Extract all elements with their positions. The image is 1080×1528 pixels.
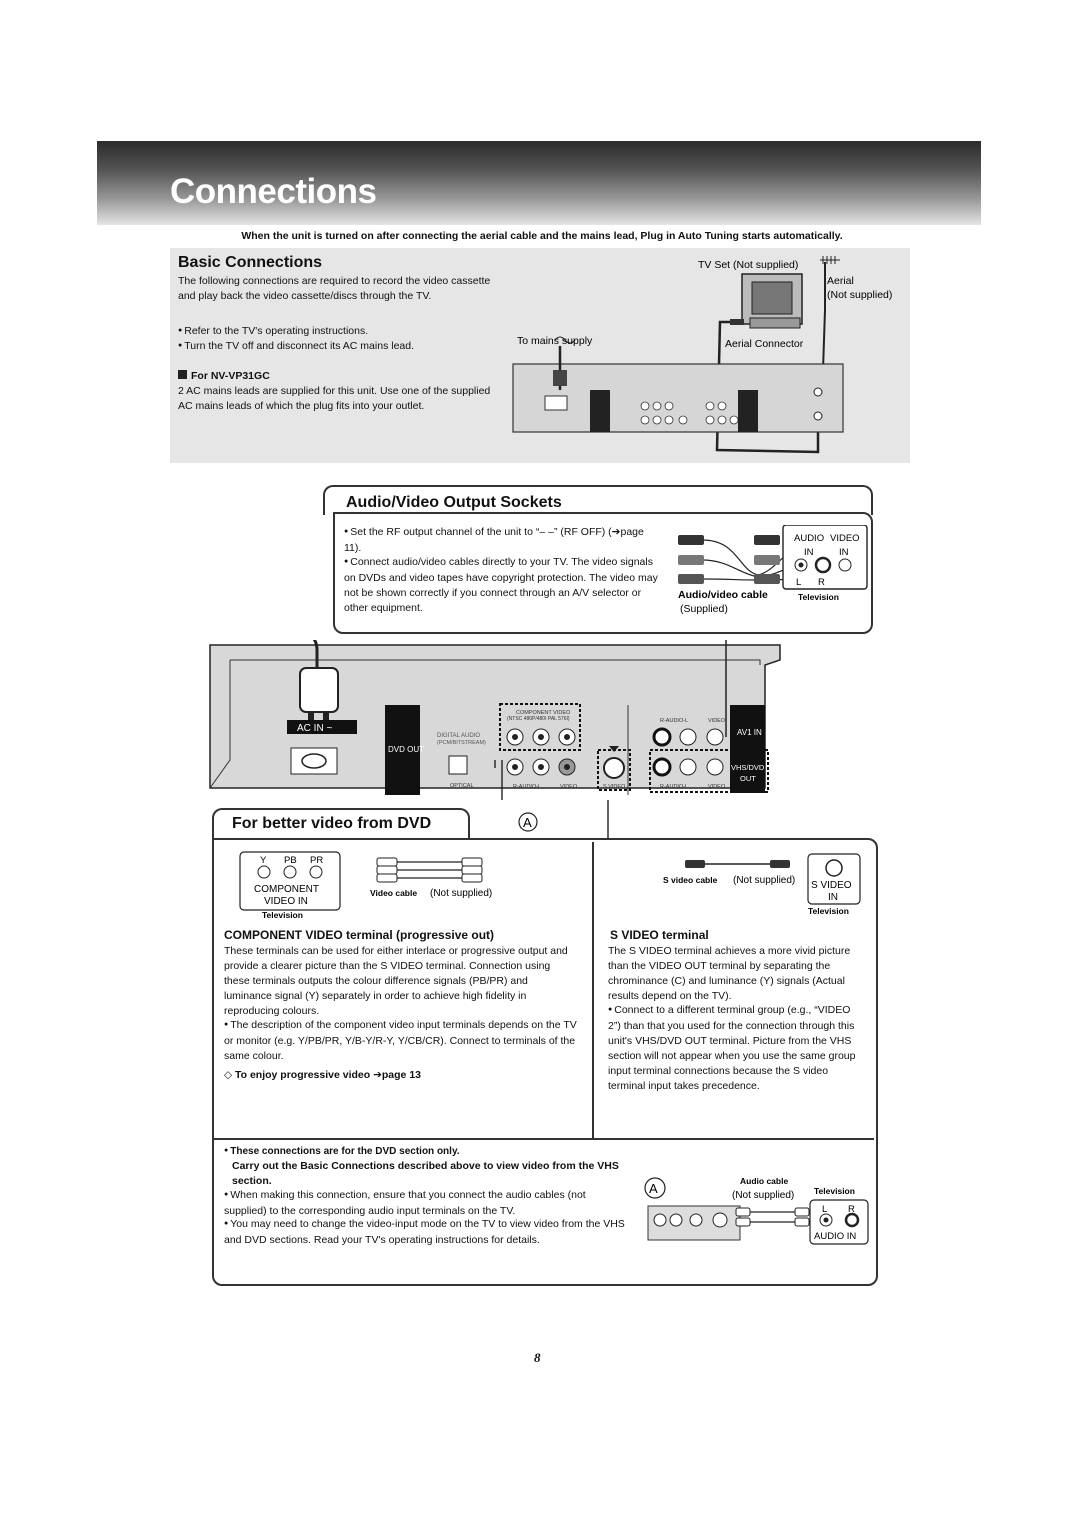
- audio-cable-diagram: [640, 1172, 872, 1252]
- basic-bullet-1: ● Refer to the TV's operating instructions.: [178, 324, 498, 340]
- row-divider: [214, 1138, 874, 1140]
- foot-bullet-2: ● When making this connection, ensure that you connect the audio cables (not supplied) to the corresponding audio input terminals on the TV.: [224, 1188, 624, 1219]
- audio-cable-note: (Not supplied): [732, 1190, 795, 1201]
- marker-a-top: A: [523, 815, 532, 830]
- s-video-label-deck: S VIDEO: [603, 784, 626, 790]
- comp-text: These terminals can be used for either interlace or progressive output and provide a clearer picture than the S VIDEO terminal. Connection using these terminals outputs the colour difference signals (PB/PR) and luminance signal (Y) separately in order to achieve high fidelity in reproducing colours.: [224, 945, 568, 1017]
- out-label: OUT: [740, 774, 756, 783]
- ac-in-label: AC IN ~: [297, 723, 333, 734]
- audio-l-label: L: [822, 1204, 828, 1215]
- video-cable-note: (Not supplied): [430, 888, 493, 899]
- s-cable-note: (Not supplied): [733, 875, 796, 886]
- vhs-dvd-label: VHS/DVD: [731, 763, 765, 772]
- tv-audio-label: AUDIO: [794, 533, 825, 544]
- tv-r-label: R: [818, 577, 825, 588]
- r-audio-l-label-dvd: R-AUDIO-L: [513, 784, 542, 790]
- tv-set-label: TV Set (Not supplied): [698, 259, 799, 271]
- model-label: For NV-VP31GC: [191, 370, 270, 382]
- s-television: Television: [808, 906, 849, 916]
- tv-l-label: L: [796, 577, 802, 588]
- video-label-av1: VIDEO: [708, 718, 726, 724]
- optical-label: OPTICAL: [450, 783, 474, 789]
- video-label-dvd: VIDEO: [560, 784, 578, 790]
- s-tv-label1: S VIDEO: [811, 880, 852, 891]
- audio-cable-label: Audio cable: [740, 1176, 789, 1186]
- component-cable-diagram: [222, 848, 512, 923]
- comp-ref-row: [224, 1068, 421, 1083]
- av-cable-label: Audio/video cable: [678, 589, 768, 601]
- diamond-icon: ◇: [224, 1069, 233, 1081]
- r-audio-l-label-av1: R-AUDIO-L: [660, 718, 689, 724]
- av1-in-label: AV1 IN: [737, 728, 762, 737]
- aerial-note: (Not supplied): [827, 289, 893, 301]
- r-audio-l-label-out: R-AUDIO-L: [660, 784, 689, 790]
- comp-pb-label: PB: [284, 855, 297, 866]
- basic-bullet-2: ● Turn the TV off and disconnect its AC mains lead.: [178, 339, 498, 355]
- component-sub-label: (NTSC 480P/480I PAL 576I): [507, 716, 570, 722]
- tv-video-label: VIDEO: [830, 533, 860, 544]
- comp-pr-label: PR: [310, 855, 324, 866]
- mains-label: To mains supply: [517, 335, 593, 347]
- s-video-cable-diagram: [600, 852, 870, 922]
- foot-bullet-1b: Carry out the Basic Connections described above to view video from the VHS section.: [232, 1160, 619, 1187]
- digital-audio-label: DIGITAL AUDIO: [437, 733, 481, 739]
- basic-connections-title: Basic Connections: [178, 254, 323, 271]
- basic-connections-text: The following connections are required to record the video cassette and play back the video cassette/discs through the TV.: [178, 275, 491, 302]
- column-divider: [592, 842, 594, 1138]
- av-bullet-1: ● Set the RF output channel of the unit to “– –” (RF OFF) (➔page 11).: [344, 525, 654, 556]
- video-cable-label: Video cable: [370, 888, 418, 898]
- s-text: The S VIDEO terminal achieves a more vivid picture than the VIDEO OUT terminal by separating the chrominance (C) and luminance (Y) signals (Actual results depend on the TV).: [608, 945, 851, 1002]
- comp-bullet: ● The description of the component video input terminals depends on the TV or monitor (e.g. Y/PB/PR, Y/B-Y/R-Y, Y/CB/CR). Connect to terminals of the same colour.: [224, 1018, 584, 1064]
- comp-heading: COMPONENT VIDEO terminal (progressive out): [224, 928, 495, 942]
- av-television-label: Television: [798, 592, 839, 602]
- comp-tv-label1: COMPONENT: [254, 884, 319, 895]
- s-heading: S VIDEO terminal: [610, 928, 709, 942]
- video-label-out: VIDEO: [708, 784, 726, 790]
- tv-in-label-1: IN: [804, 547, 814, 558]
- better-title: For better video from DVD: [232, 815, 432, 832]
- intro-text: When the unit is turned on after connecting the aerial cable and the mains lead, Plug in Auto Tuning starts automatically.: [241, 230, 843, 242]
- comp-tv-label2: VIDEO IN: [264, 896, 308, 907]
- tv-in-label-2: IN: [839, 547, 849, 558]
- aerial-connector-label: Aerial Connector: [725, 338, 804, 350]
- foot-bullet-3: ● You may need to change the video-input mode on the TV to view video from the VHS and DVD sections. Read your TV's operating instructions for details.: [224, 1217, 628, 1248]
- ac-plug-icon: [300, 668, 338, 712]
- av-bullet-2: ● Connect audio/video cables directly to your TV. The video signals on DVDs and video tapes have copyright protection. The video may not be shown correctly if you connect through an A/V selector or other equipment.: [344, 555, 660, 616]
- s-bullet: ● Connect to a different terminal group (e.g., “VIDEO 2”) than that you used for the connection through this unit's VHS/DVD OUT terminal. Picture from the VHS section will not appear when you use the same group input terminal connections because the S video terminal input takes precedence.: [608, 1003, 863, 1094]
- s-tv-label2: IN: [828, 892, 838, 903]
- square-icon: [178, 370, 187, 379]
- comp-ref: To enjoy progressive video ➔page 13: [235, 1069, 421, 1081]
- audio-in-label: AUDIO IN: [814, 1231, 857, 1242]
- component-video-label: COMPONENT VIDEO: [516, 710, 571, 716]
- av-title: Audio/Video Output Sockets: [346, 494, 562, 511]
- pcm-label: (PCM/BITSTREAM): [437, 740, 486, 746]
- audio-r-label: R: [848, 1204, 855, 1215]
- foot-bullet-1: ● These connections are for the DVD section only.: [224, 1144, 624, 1160]
- s-cable-label: S video cable: [663, 875, 718, 885]
- dvd-out-label: DVD OUT: [388, 745, 424, 754]
- comp-y-label: Y: [260, 855, 267, 866]
- comp-television: Television: [262, 910, 303, 920]
- av-cable-note: (Supplied): [680, 603, 728, 615]
- page-number: 8: [534, 1350, 541, 1365]
- aerial-label: Aerial: [827, 275, 854, 287]
- audio-television: Television: [814, 1186, 855, 1196]
- av-cable-diagram: [668, 525, 868, 625]
- basic-connection-diagram: [505, 250, 910, 460]
- page-title: Connections: [170, 172, 377, 211]
- model-text: 2 AC mains leads are supplied for this unit. Use one of the supplied AC mains leads of which the plug fits into your outlet.: [178, 385, 491, 412]
- model-label-row: [178, 369, 270, 384]
- marker-a-bottom: A: [649, 1181, 658, 1196]
